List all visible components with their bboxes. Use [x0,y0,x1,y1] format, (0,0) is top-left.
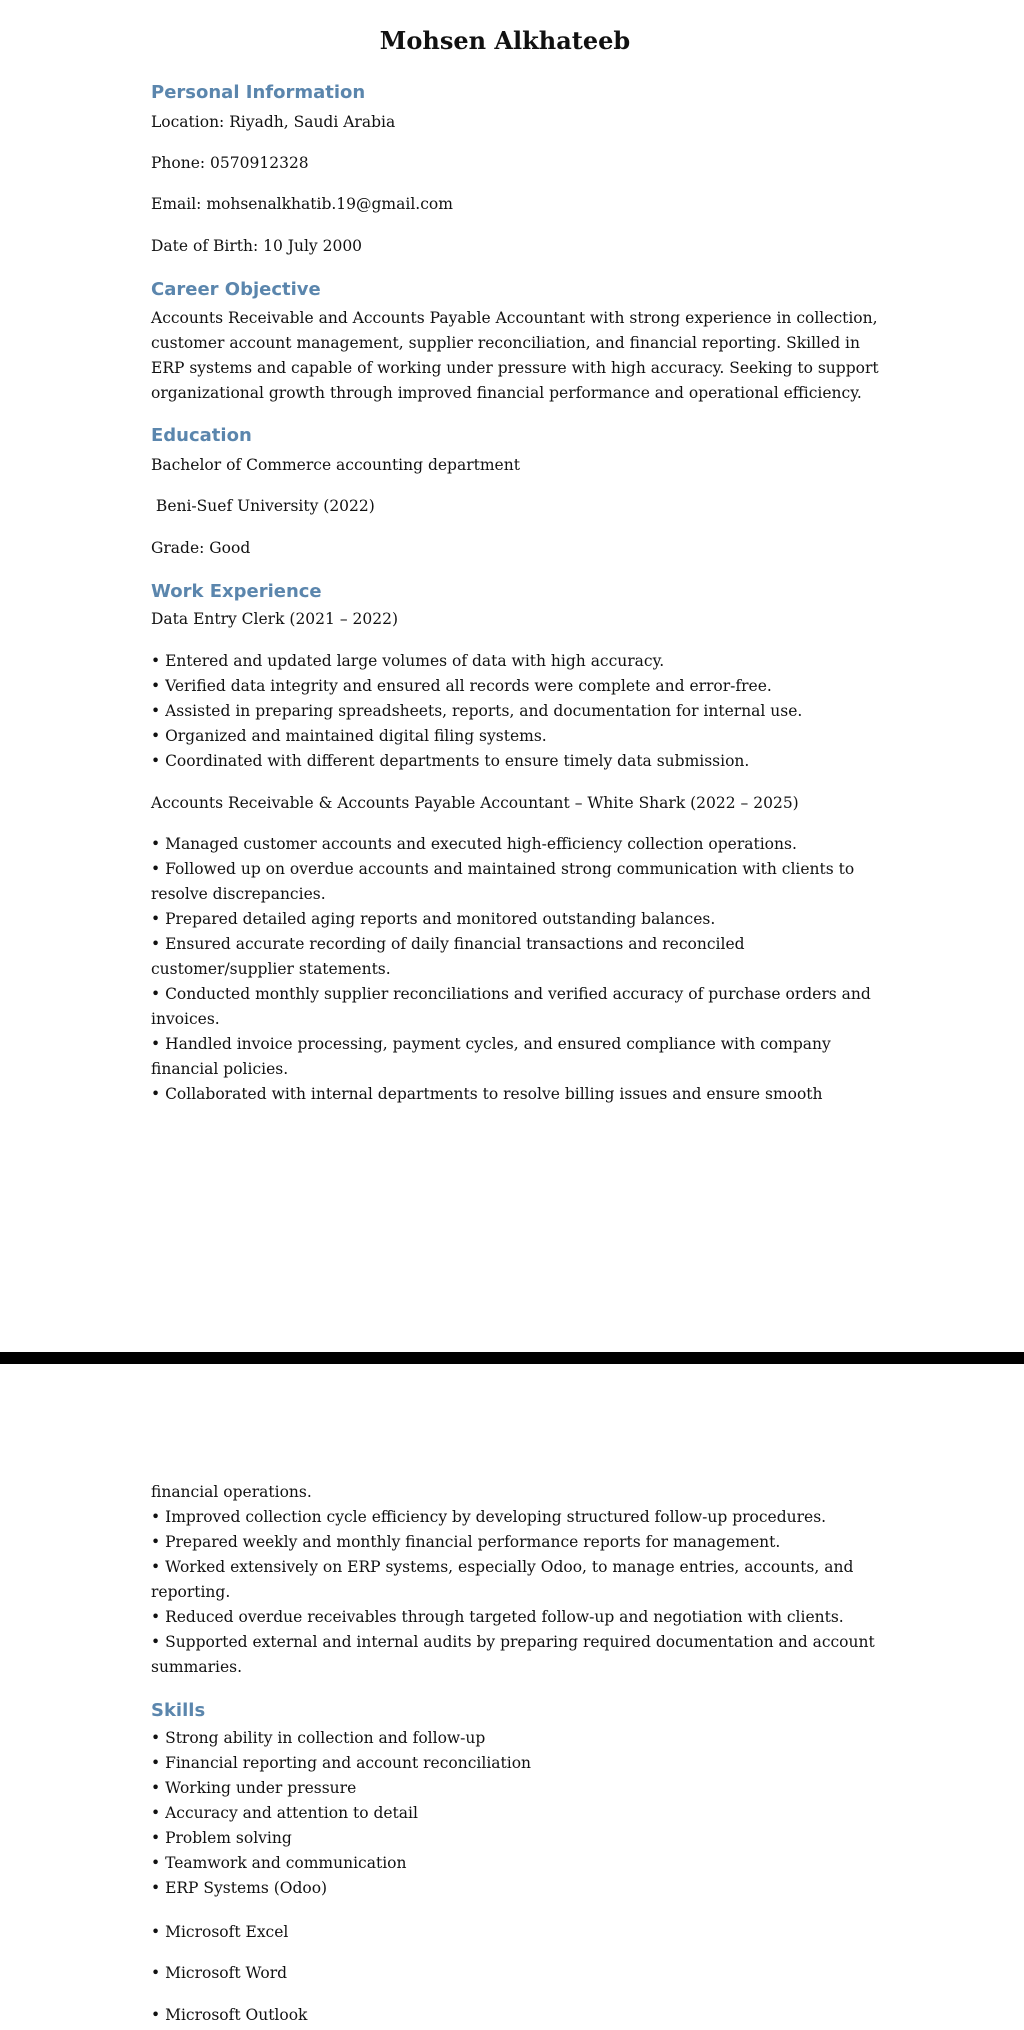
list-item: • Conducted monthly supplier reconciliations and verified accuracy of purchase orders and invoices. [151,985,871,1028]
list-item: • Financial reporting and account reconciliation [151,1754,532,1772]
list-item: • Ensured accurate recording of daily financial transactions and reconciled customer/supplier statements. [151,935,745,978]
phone-text: Phone: 0570912328 [151,154,309,172]
software-outlook: • Microsoft Outlook [151,2006,308,2024]
list-item: • Reduced overdue receivables through targeted follow-up and negotiation with clients. [151,1608,844,1626]
list-item: • Supported external and internal audits by preparing required documentation and account summaries. [151,1633,875,1676]
list-item: • Problem solving [151,1829,292,1847]
page-break [0,1352,1024,1364]
location-text: Location: Riyadh, Saudi Arabia [151,113,396,131]
degree-text: Bachelor of Commerce accounting department [151,456,520,474]
personal-info-heading: Personal Information [151,82,366,103]
software-excel: • Microsoft Excel [151,1923,289,1941]
email-text: Email: mohsenalkhatib.19@gmail.com [151,195,453,213]
education-heading: Education [151,425,252,446]
resume-page-2 [0,1364,1024,2030]
list-item: • Followed up on overdue accounts and maintained strong communication with clients to resolve discrepancies. [151,860,855,903]
list-item: • Accuracy and attention to detail [151,1804,418,1822]
list-item: • Assisted in preparing spreadsheets, reports, and documentation for internal use. [151,702,803,720]
job1-title: Data Entry Clerk (2021 – 2022) [151,610,398,628]
list-item: • Organized and maintained digital filing systems. [151,727,547,745]
list-item: • Verified data integrity and ensured all records were complete and error-free. [151,677,772,695]
work-experience-heading: Work Experience [151,581,322,602]
list-item: • Working under pressure [151,1779,357,1797]
list-item: • Entered and updated large volumes of data with high accuracy. [151,652,665,670]
list-item: • Prepared weekly and monthly financial performance reports for management. [151,1533,781,1551]
list-item: • Improved collection cycle efficiency by developing structured follow-up procedures. [151,1508,827,1526]
job2-bullet-list-continued [151,1480,881,1680]
list-item: • Handled invoice processing, payment cycles, and ensured compliance with company financial policies. [151,1035,831,1078]
dob-text: Date of Birth: 10 July 2000 [151,237,363,255]
list-item: • ERP Systems (Odoo) [151,1879,328,1897]
candidate-name: Mohsen Alkhateeb [379,26,631,55]
list-item: • Worked extensively on ERP systems, especially Odoo, to manage entries, accounts, and reporting. [151,1558,854,1601]
career-objective-heading: Career Objective [151,279,321,300]
list-item: financial operations. [151,1483,312,1501]
job1-bullet-list [151,649,881,774]
list-item: • Teamwork and communication [151,1854,407,1872]
career-objective-text: Accounts Receivable and Accounts Payable Accountant with strong experience in collection, customer account management, supplier reconciliation, and financial reporting. Skilled in ERP systems and capable of working under pressure with high accuracy. Seeking to support organizational growth through improved financial performance and operational efficiency. [151,309,879,402]
skills-heading: Skills [151,1700,206,1721]
software-word: • Microsoft Word [151,1964,288,1982]
grade-text: Grade: Good [151,539,251,557]
list-item: • Collaborated with internal departments to resolve billing issues and ensure smooth [151,1085,823,1103]
list-item: • Strong ability in collection and follow-up [151,1729,486,1747]
job2-bullet-list [151,832,881,1107]
job2-title: Accounts Receivable & Accounts Payable Accountant – White Shark (2022 – 2025) [151,794,799,812]
university-text: Beni-Suef University (2022) [151,497,375,515]
list-item: • Managed customer accounts and executed high-efficiency collection operations. [151,835,797,853]
list-item: • Prepared detailed aging reports and monitored outstanding balances. [151,910,716,928]
skills-list [151,1726,881,1901]
list-item: • Coordinated with different departments to ensure timely data submission. [151,752,750,770]
